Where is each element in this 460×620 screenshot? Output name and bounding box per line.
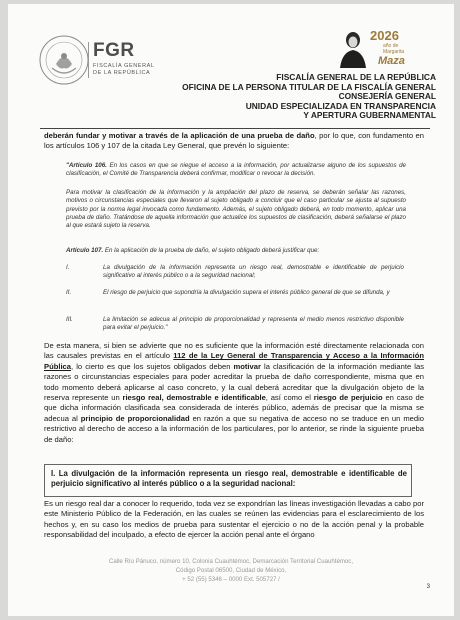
institution-block (182, 73, 436, 121)
quote-article-107: Artículo 107. En la aplicación de la prueba de daño, el sujeto obligado deberá justificar que: (66, 247, 320, 254)
institution-line: OFICINA DE LA PERSONA TITULAR DE LA FISCALÍA GENERAL (182, 81, 436, 92)
quote-paragraph: Para motivar la clasificación de la información y la ampliación del plazo de reserva, se deberán señalar las razones, motivos o circunstancias especiales que llevaron al sujeto obligado a concluir que el caso particular se ajusta al supuesto previsto por la norma legal invocada como fundamento. Además, el sujeto obligado deberá, en todo momento, aplicar una prueba de daño. Tratándose de aquella información que actualice los supuestos de clasificación, deberá señalarse el plazo al que estará sujeto la reserva. (66, 189, 406, 230)
paragraph-analysis: De esta manera, si bien se advierte que no es suficiente que la información esté directamente relacionada con las causales previstas en el artículo 112 de la Ley General de Transparencia y Acceso a la Información Pública, lo cierto es que los sujetos obligados deben motivar la clasificación de la información mediante las razones o circunstancias especiales para poder acreditar la prueba de daño correspondiente, misma que en todo momento deberá aplicarse al caso concreto, y la cual deberá acreditar que la divulgación objeto de la reserva represente un riesgo real, demostrable e identificable, así como el riesgo de perjuicio en caso de que dicha información clasificada sea considerada de interés público, además de precisar que la misma se adecua al principio de proporcionalidad en razón a que su negativa de acceso no se traduce en un medio restrictivo al derecho de acceso a la información de los particulares, por lo anterior, se rinde la siguiente prueba de daño: (44, 341, 425, 444)
section-heading-box (44, 464, 412, 497)
paragraph-risk: Es un riesgo real dar a conocer lo requerido, toda vez se expondrían las líneas investigación llevadas a cabo por este Ministerio Público de la Federación, en las cuales se reúnen las evidencias para el esclarecimiento de los hechos y, en su caso los medios de prueba para sustentar el ejercicio o no de la acción penal y la probable responsabilidad del inculpado, a efecto de ejercer la acción penal ante el órgano (44, 499, 424, 540)
institution-line: FISCALÍA GENERAL DE LA REPÚBLICA (276, 72, 436, 82)
header-divider (88, 42, 89, 78)
brand-logo-text: FGR (93, 40, 135, 61)
year-subtitle: año de Margarita (383, 43, 405, 55)
section-heading: I. La divulgación de la información representa un riesgo real, demostrable e identificable de perjuicio significativo al interés público o a la seguridad nacional: (51, 469, 407, 489)
document-page: FGR FISCALÍA GENERAL DE LA REPÚBLICA 2026 año de Margarita Maza FISCALÍA GENERAL DE LA REPÚBLICA OFICINA DE LA PERSONA TITULAR DE LA FISCALÍA GENERAL CONSEJERÍA GENERAL UNIDAD ESPECIALIZADA EN TRANSPARENCIA Y APERTURA GUBERNAMENTAL deberán fundar y motivar a través de la aplicación de una prueba de daño, por lo que, con fundamento en los artículos 106 y 107 de la citada Ley General, que prevén lo siguiente: "Artículo 106. En los casos en que se niegue el acceso a la información, por actualizarse alguno de los supuestos de clasificación, el Comité de Transparencia deberá confirmar, modificar o revocar la decisión. Para motivar la clasificación de la información y la ampliación del plazo de reserva, se deberán señalar las razones, motivos o circunstancias especiales que llevaron al sujeto obligado a concluir que el caso particular se ajusta al supuesto previsto por la norma legal invocada como fundamento. Además, el sujeto obligado deberá, en todo momento, aplicar una prueba de daño. Tratándose de aquella información que actualice los supuestos de clasificación, deberá señalarse el plazo al que estará sujeto la reserva. Artículo 107. En la aplicación de la prueba de daño, el sujeto obligado deberá justificar que: I. La divulgación de la información representa un riesgo real, demostrable e identificable de perjuicio significativo al interés público o a la seguridad nacional; II. El riesgo de perjuicio que supondría la divulgación supera el interés público general de que se difunda, y III. La limitación se adecua al principio de proporcionalidad y representa el medio menos restrictivo disponible para evitar el perjuicio." De esta manera, si bien se advierte que no es suficiente que la información esté directamente relacionada con las causales previstas en el artículo 112 de la Ley General de Transparencia y Acceso a la Información Pública, lo cierto es que los sujetos obligados deben motivar la clasificación de la información mediante las razones o circunstancias especiales para poder acreditar la prueba de daño correspondiente, misma que en todo momento deberá aplicarse al caso concreto, y la cual deberá acreditar que la divulgación objeto de la reserva represente un riesgo real, demostrable e identificable, así como el riesgo de perjuicio en caso de que dicha información clasificada sea considerada de interés público, además de precisar que la misma se adecua al principio de proporcionalidad en razón a que su negativa de acceso no se traduce en un medio restrictivo al derecho de acceso a la información de los particulares, por lo anterior, se rinde la siguiente prueba de daño: I. La divulgación de la información representa un riesgo real, demostrable e identificable de perjuicio significativo al interés público o a la seguridad nacional: Es un riesgo real dar a conocer lo requerido, toda vez se expondrían las líneas investigación llevadas a cabo por este Ministerio Público de la Federación, en las cuales se reúnen las evidencias para el esclarecimiento de los hechos y, en su caso los medios de prueba para sustentar el ejercicio o no de la acción penal y la probable responsabilidad del inculpado, a efecto de ejercer la acción penal ante el órgano Calle Río Pánuco, número 10, Colonia Cuauhtémoc, Demarcación Territorial Cuauhtémoc, Código Postal 06500, Ciudad de México, + 52 (55) 5346 – 0000 Ext. 505727 / 3 (8, 4, 454, 616)
letterhead (8, 4, 454, 76)
header-rule (40, 128, 430, 129)
institution-line: CONSEJERÍA GENERAL (338, 91, 436, 102)
footer-address: Calle Río Pánuco, número 10, Colonia Cuauhtémoc, Demarcación Territorial Cuauhtémoc, Código Postal 06500, Ciudad de México, + 52 (55) 5346 – 0000 Ext. 505727 / (108, 558, 354, 583)
year-label: 2026 (370, 28, 399, 43)
institution-line: Y APERTURA GUBERNAMENTAL (303, 110, 436, 121)
national-seal-icon (38, 34, 90, 86)
page-number: 3 (426, 584, 430, 590)
paragraph-intro: deberán fundar y motivar a través de la aplicación de una prueba de daño, por lo que, con fundamento en los artículos 106 y 107 de la citada Ley General, que prevén lo siguiente: (44, 131, 425, 151)
brand-subtitle: FISCALÍA GENERAL DE LA REPÚBLICA (93, 63, 155, 76)
margarita-maza-portrait-icon (338, 28, 368, 68)
year-name: Maza (378, 55, 405, 67)
institution-line: UNIDAD ESPECIALIZADA EN TRANSPARENCIA (245, 100, 436, 111)
quote-article-106: "Artículo 106. En los casos en que se niegue el acceso a la información, por actualizarse alguno de los supuestos de clasificación, el Comité de Transparencia deberá confirmar, modificar o revocar la decisión. (66, 162, 406, 178)
